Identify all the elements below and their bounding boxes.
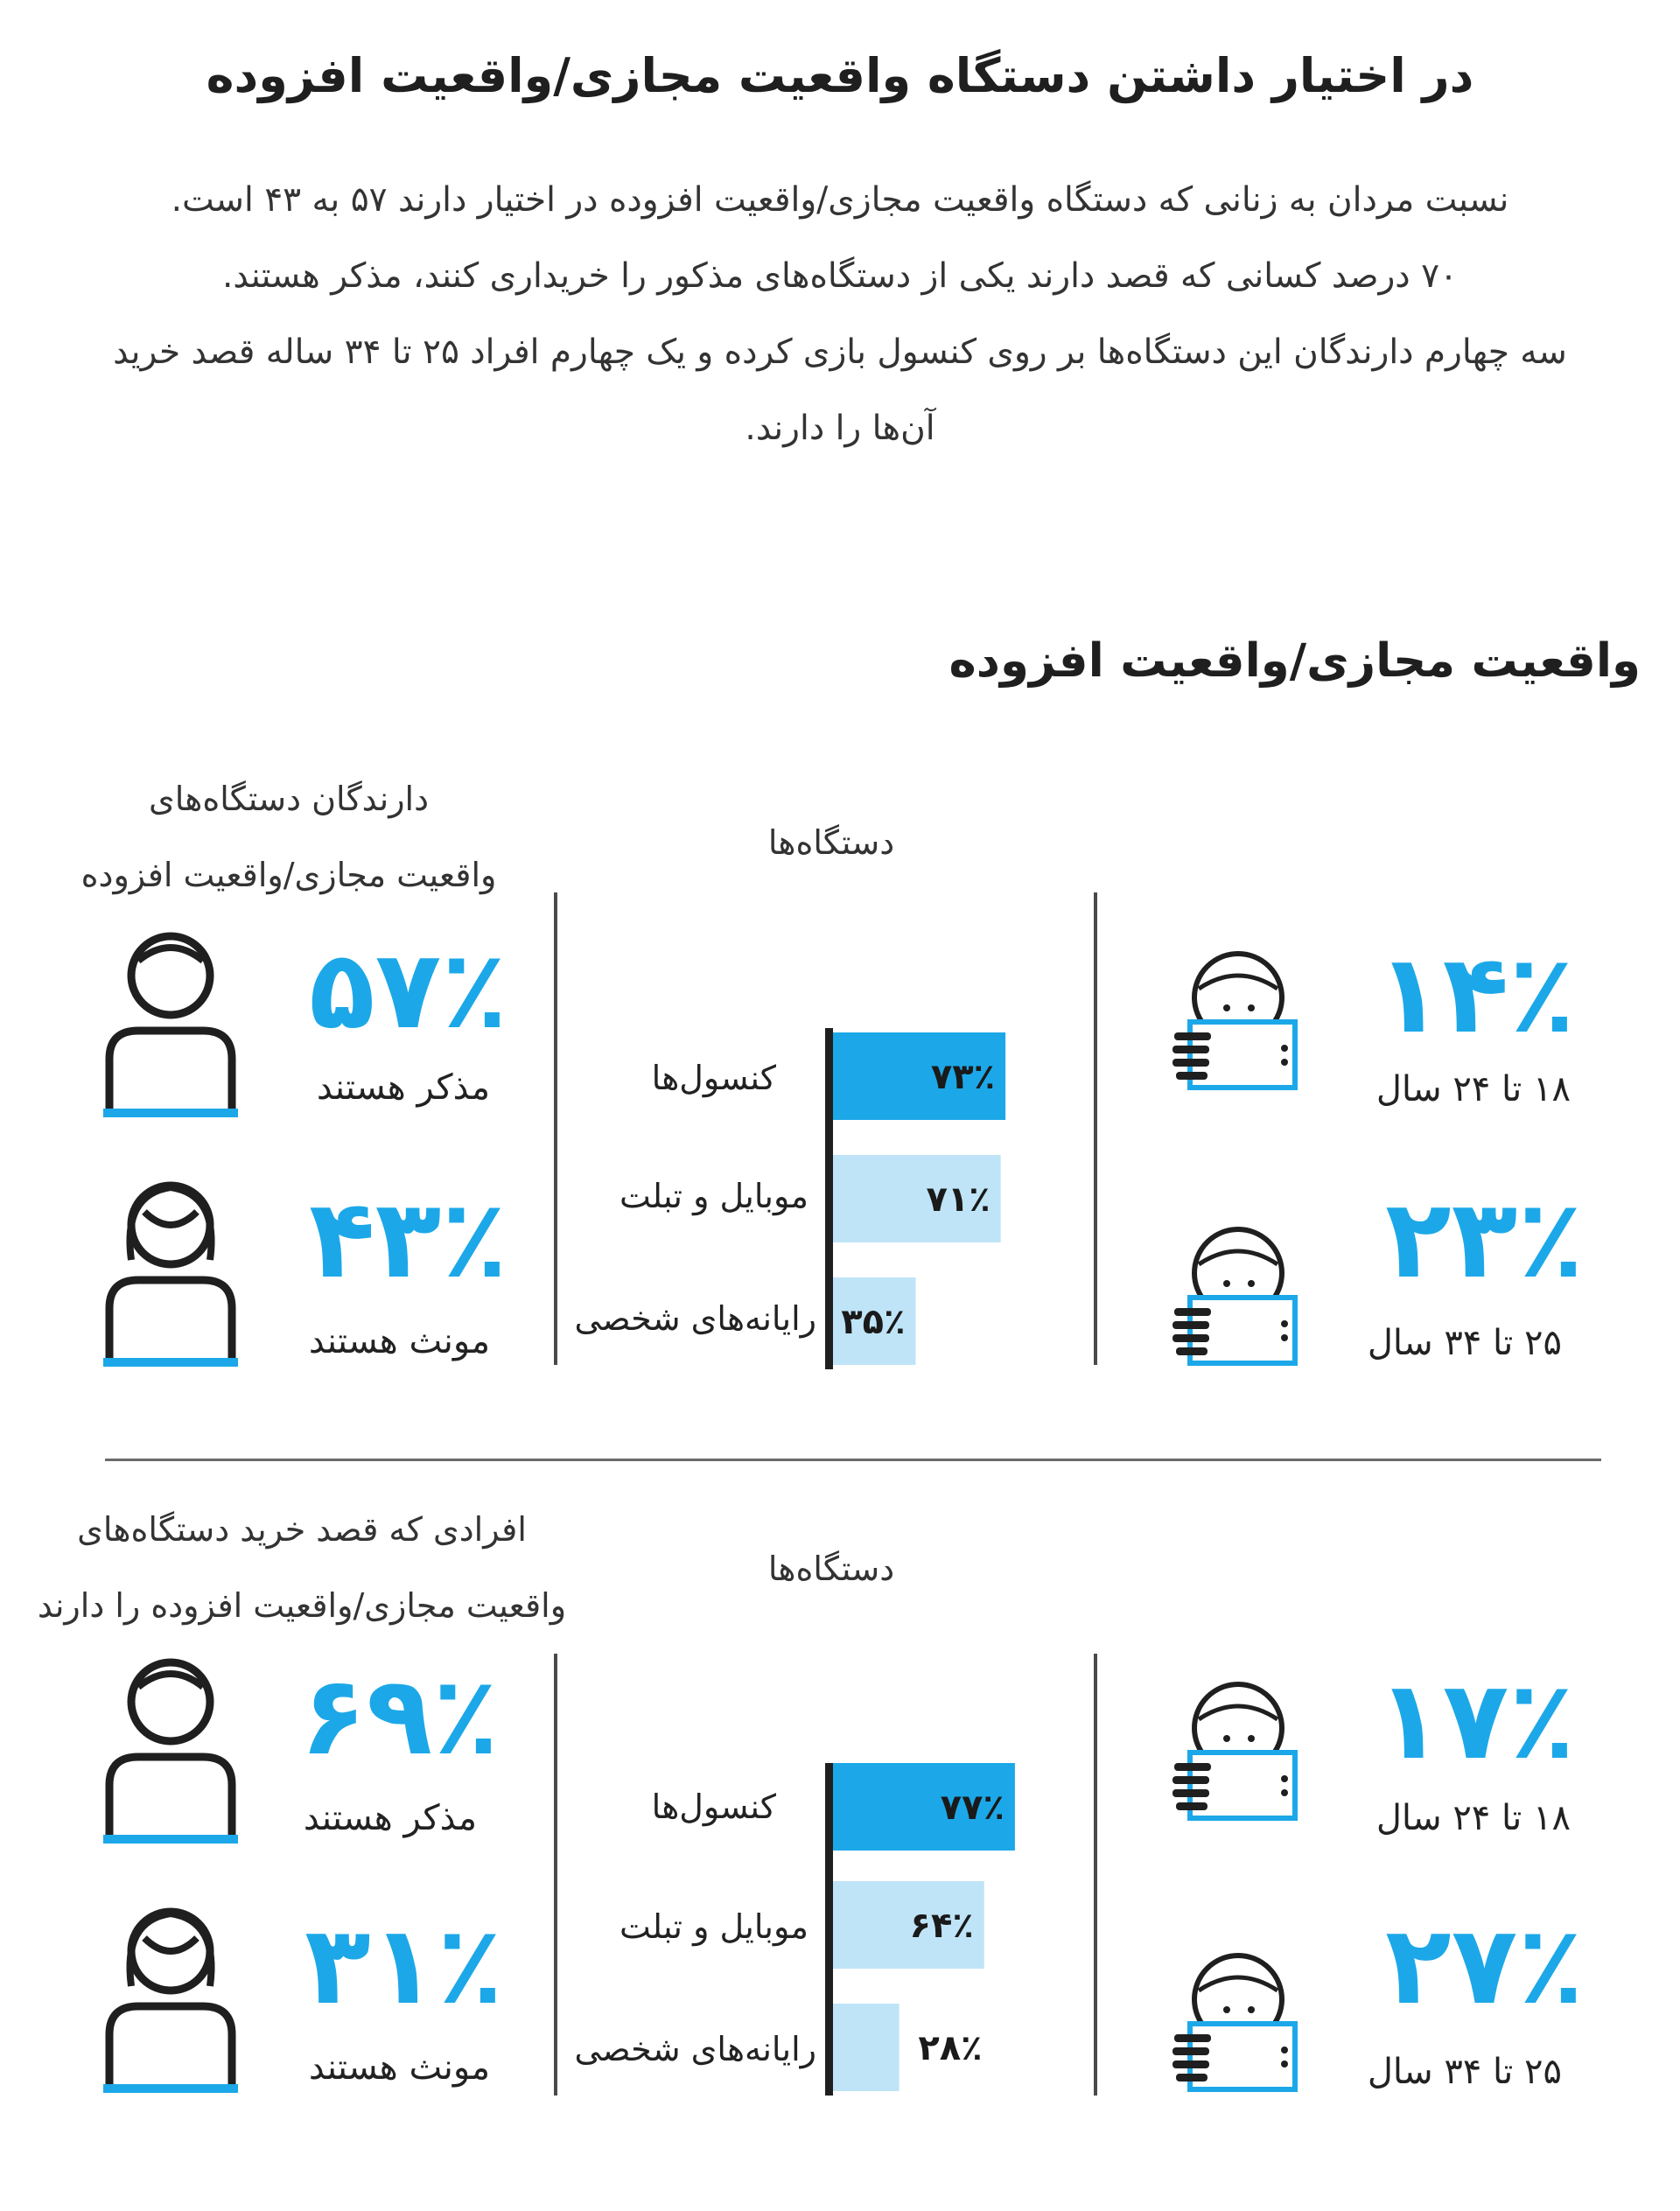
buyers-heading-line: افرادی که قصد خرید دستگاه‌های <box>77 1510 527 1549</box>
female-owners-label: مونث هستند <box>308 1321 490 1361</box>
person-with-tablet-icon <box>1164 1676 1312 1824</box>
bar-pc <box>833 2004 900 2091</box>
bar-axis <box>825 1028 833 1369</box>
female-owners-percent: ۴۳٪ <box>308 1177 508 1303</box>
male-owners-percent: ۵۷٪ <box>308 927 508 1053</box>
panel-divider <box>105 1459 1601 1461</box>
column-divider <box>554 892 557 1365</box>
bar-label-pc: رایانه‌های شخصی <box>574 2030 816 2068</box>
age-18-24-buyers-percent: ۱۷٪ <box>1376 1658 1575 1784</box>
male-person-icon <box>96 1654 245 1846</box>
age-25-34-owners-label: ۲۵ تا ۳۴ سال <box>1367 1323 1562 1363</box>
bar-consoles-value: ۷۳٪ <box>930 1057 996 1097</box>
devices-heading: دستگاه‌ها <box>767 1550 895 1588</box>
owners-heading <box>18 761 560 913</box>
intro-line: آن‌ها را دارند. <box>745 409 935 448</box>
bar-axis <box>825 1763 833 2096</box>
age-25-34-buyers-percent: ۲۷٪ <box>1384 1903 1584 2029</box>
bar-mobile-value: ۶۴٪ <box>909 1906 974 1946</box>
person-with-tablet-icon <box>1164 1947 1312 2096</box>
age-25-34-buyers-label: ۲۵ تا ۳۴ سال <box>1367 2052 1562 2092</box>
female-person-icon <box>96 1177 245 1369</box>
bar-mobile-value: ۷۱٪ <box>926 1179 990 1220</box>
bar-label-mobile: موبایل و تبلت <box>620 1177 808 1215</box>
female-person-icon <box>96 1903 245 2096</box>
page-title: در اختیار داشتن دستگاه واقعیت مجازی/واقعیت افزوده <box>206 48 1474 103</box>
age-18-24-owners-percent: ۱۴٪ <box>1376 932 1575 1058</box>
person-with-tablet-icon <box>1164 1221 1312 1369</box>
bar-pc-value: ۳۵٪ <box>841 1302 906 1342</box>
buyers-heading-line: واقعیت مجازی/واقعیت افزوده را دارند <box>37 1586 567 1625</box>
person-with-tablet-icon <box>1164 945 1312 1094</box>
bar-label-pc: رایانه‌های شخصی <box>574 1299 816 1338</box>
male-buyers-label: مذکر هستند <box>303 1798 477 1838</box>
male-owners-label: مذکر هستند <box>316 1067 490 1108</box>
male-person-icon <box>96 927 245 1120</box>
male-buyers-percent: ۶۹٪ <box>299 1654 499 1780</box>
female-buyers-percent: ۳۱٪ <box>304 1903 503 2029</box>
bar-label-consoles: کنسول‌ها <box>651 1059 776 1097</box>
intro-text <box>18 162 1662 466</box>
bar-pc-value: ۲۸٪ <box>918 2028 983 2068</box>
female-buyers-label: مونث هستند <box>308 2047 490 2088</box>
intro-line: سه چهارم دارندگان این دستگاه‌ها بر روی کنسول بازی کرده و یک چهارم افراد ۲۵ تا ۳۴ ساله قصد خرید <box>113 332 1567 372</box>
intro-line: نسبت مردان به زنانی که دستگاه واقعیت مجازی/واقعیت افزوده در اختیار دارند ۵۷ به ۴۳ است. <box>171 180 1509 220</box>
section-title: واقعیت مجازی/واقعیت افزوده <box>948 634 1641 688</box>
age-18-24-buyers-label: ۱۸ تا ۲۴ سال <box>1376 1798 1571 1838</box>
column-divider <box>554 1654 557 2096</box>
age-25-34-owners-percent: ۲۳٪ <box>1384 1177 1584 1303</box>
bar-label-consoles: کنسول‌ها <box>651 1788 776 1826</box>
devices-heading: دستگاه‌ها <box>767 823 895 862</box>
intro-line: ۷۰ درصد کسانی که قصد دارند یکی از دستگاه‌های مذکور را خریداری کنند، مذکر هستند. <box>222 256 1458 296</box>
bar-consoles-value: ۷۷٪ <box>940 1788 1004 1828</box>
bar-label-mobile: موبایل و تبلت <box>620 1907 808 1946</box>
devices-category-labels <box>560 1763 825 2096</box>
age-18-24-owners-label: ۱۸ تا ۲۴ سال <box>1376 1069 1571 1109</box>
owners-device-bar-chart <box>825 1028 1105 1369</box>
devices-category-labels <box>560 1032 825 1365</box>
owners-heading-line: واقعیت مجازی/واقعیت افزوده <box>80 856 497 894</box>
buyers-heading <box>0 1492 604 1644</box>
owners-heading-line: دارندگان دستگاه‌های <box>148 780 430 818</box>
buyers-device-bar-chart <box>825 1763 1105 2096</box>
